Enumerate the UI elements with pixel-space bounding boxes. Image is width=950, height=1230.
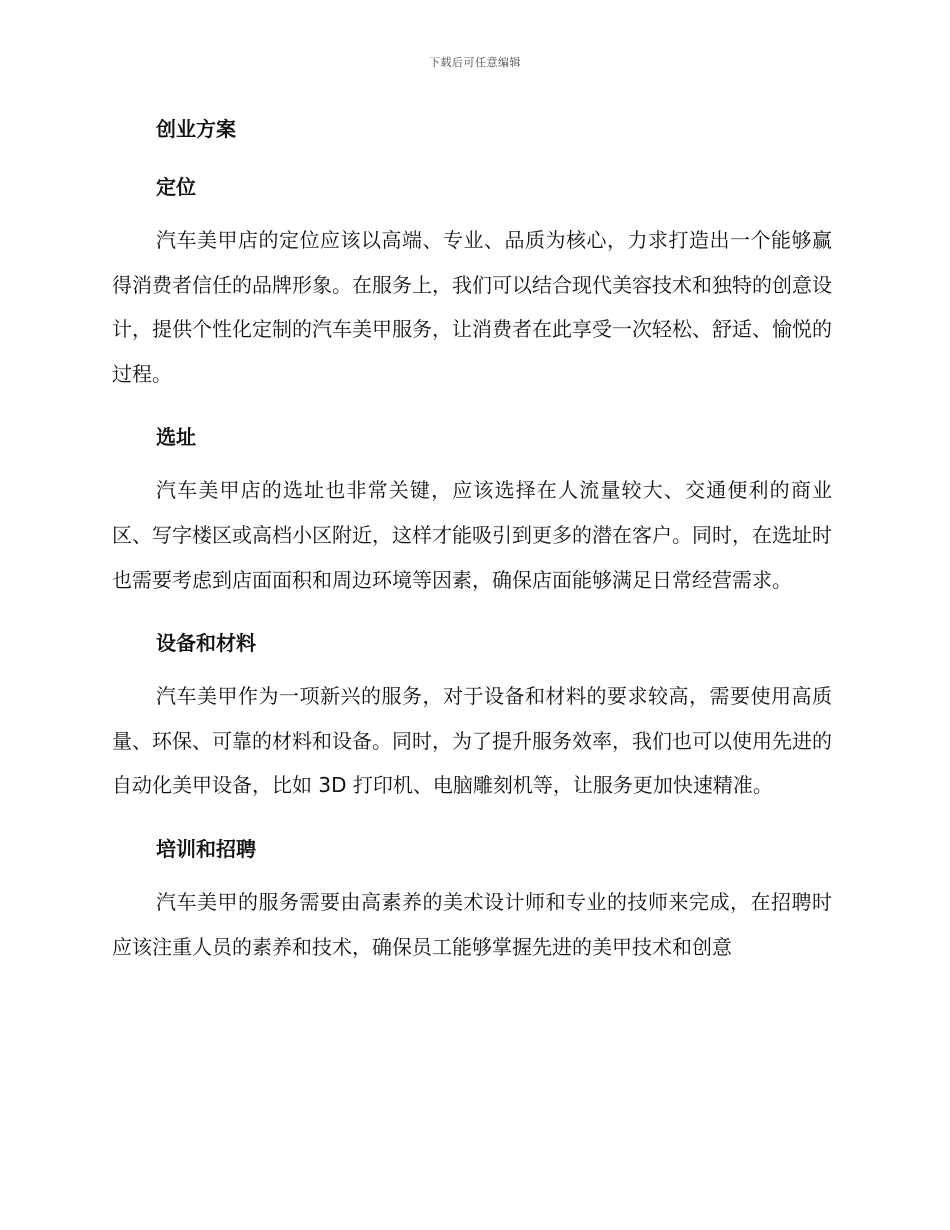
section-body-positioning: 汽车美甲店的定位应该以高端、专业、品质为核心，力求打造出一个能够赢得消费者信任的品牌形象。在服务上，我们可以结合现代美容技术和独特的创意设计，提供个性化定制的汽车美甲服务，让消费者在此享受一次轻松、舒适、愉悦的过程。 — [112, 228, 832, 386]
header-note: 下载后可任意编辑 — [429, 56, 521, 69]
section-heading-training: 培训和招聘 — [156, 836, 256, 861]
section-heading-positioning: 定位 — [156, 175, 196, 199]
document-title: 创业方案 — [156, 117, 236, 141]
section-heading-location: 选址 — [156, 425, 196, 450]
section-heading-equipment: 设备和材料 — [156, 631, 256, 656]
section-body-location: 汽车美甲店的选址也非常关键，应该选择在人流量较大、交通便利的商业区、写字楼区或高档小区附近，这样才能吸引到更多的潜在客户。同时，在选址时也需要考虑到店面面积和周边环境等因素，确保店面能够满足日常经营需求。 — [112, 478, 832, 592]
section-body-training: 汽车美甲的服务需要由高素养的美术设计师和专业的技师来完成，在招聘时应该注重人员的素养和技术，确保员工能够掌握先进的美甲技术和创意 — [112, 889, 832, 959]
section-body-equipment: 汽车美甲作为一项新兴的服务，对于设备和材料的要求较高，需要使用高质量、环保、可靠的材料和设备。同时，为了提升服务效率，我们也可以使用先进的自动化美甲设备，比如 3D 打印机、电脑雕刻机等，让服务更加快速精准。 — [112, 684, 832, 798]
document-body — [112, 112, 832, 969]
